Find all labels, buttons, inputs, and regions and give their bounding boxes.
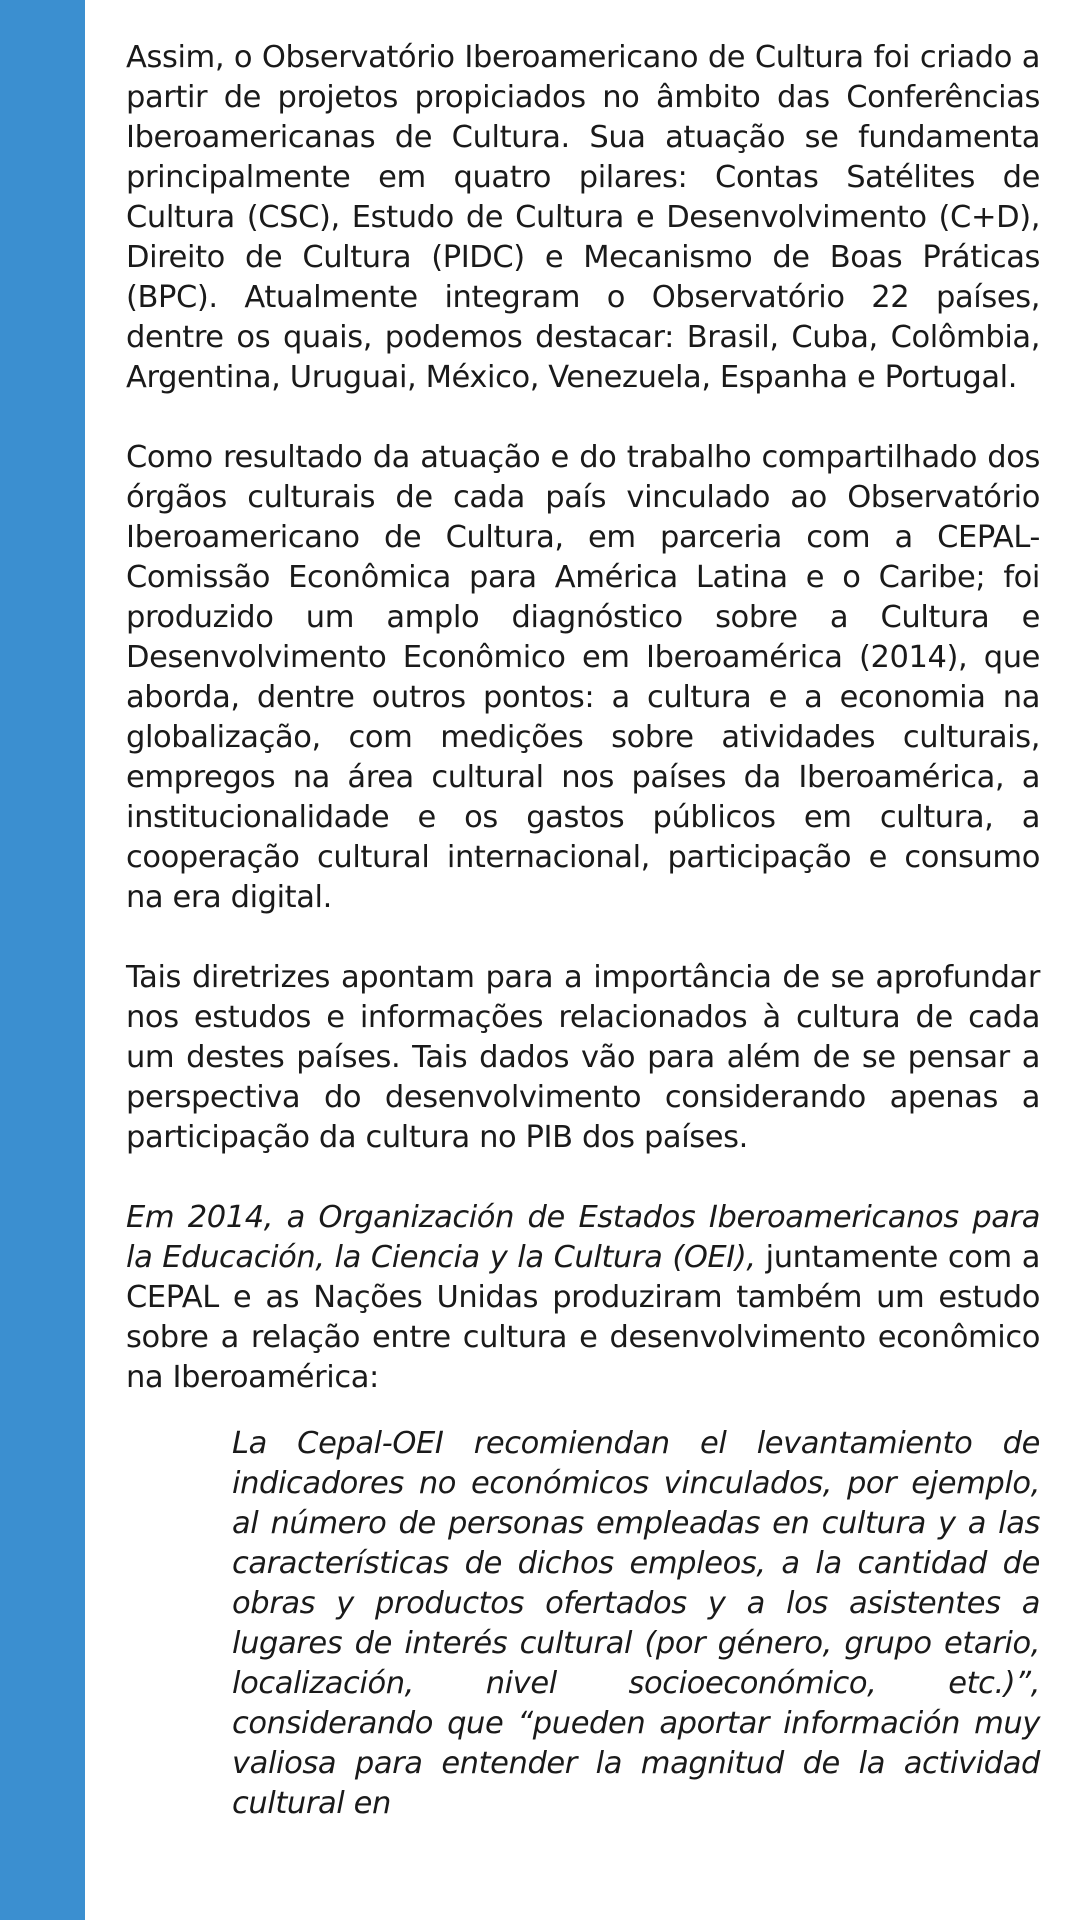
side-accent-bar [0, 0, 85, 1920]
document-body [126, 38, 1040, 1824]
paragraph-oei-estudo [126, 1198, 1040, 1398]
block-quote-cepal-oei: La Cepal-OEI recomiendan el levantamiento de indicadores no económicos vinculados, por ejemplo, al número de personas empleadas en cultura y a las características de dichos empleos, a la cantidad de obras y productos ofertados y a los asistentes a lugares de interés cultural (por género, grupo etario, localización, nivel socioeconómico, etc.)”, considerando que “pueden aportar información muy valiosa para entender la magnitud de la actividad cultural en [232, 1426, 1040, 1821]
paragraph-cepal-diagnostico: Como resultado da atuação e do trabalho compartilhado dos órgãos culturais de cada país vinculado ao Observatório Iberoamericano de Cultura, em parceria com a CEPAL- Comissão Econômica para América Latina e o Caribe; foi produzido um amplo diagnóstico sobre a Cultura e Desenvolvimento Econômico em Iberoamérica (2014), que aborda, dentre outros pontos: a cultura e a economia na globalização, com medições sobre atividades culturais, empregos na área cultural nos países da Iberoamérica, a institucionalidade e os gastos públicos em cultura, a cooperação cultural internacional, participação e consumo na era digital. [126, 440, 1040, 915]
oei-name-italic: Em 2014, a Organización de Estados Iberoamericanos para la Educación, la Ciencia y la Cultura (OEI), [126, 1200, 1040, 1275]
oei-paragraph-rest: juntamente com a CEPAL e as Nações Unidas produziram também um estudo sobre a relação entre cultura e desenvolvimento econômico na Iberoamérica: [126, 1240, 1040, 1395]
paragraph-diretrizes: Tais diretrizes apontam para a importância de se aprofundar nos estudos e informações relacionados à cultura de cada um destes países. Tais dados vão para além de se pensar a perspectiva do desenvolvimento considerando apenas a participação da cultura no PIB dos países. [126, 960, 1040, 1155]
paragraph-observatorio: Assim, o Observatório Iberoamericano de Cultura foi criado a partir de projetos propiciados no âmbito das Conferências Iberoamericanas de Cultura. Sua atuação se fundamenta principalmente em quatro pilares: Contas Satélites de Cultura (CSC), Estudo de Cultura e Desenvolvimento (C+D), Direito de Cultura (PIDC) e Mecanismo de Boas Práticas (BPC). Atualmente integram o Observatório 22 países, dentre os quais, podemos destacar: Brasil, Cuba, Colômbia, Argentina, Uruguai, México, Venezuela, Espanha e Portugal. [126, 40, 1040, 395]
